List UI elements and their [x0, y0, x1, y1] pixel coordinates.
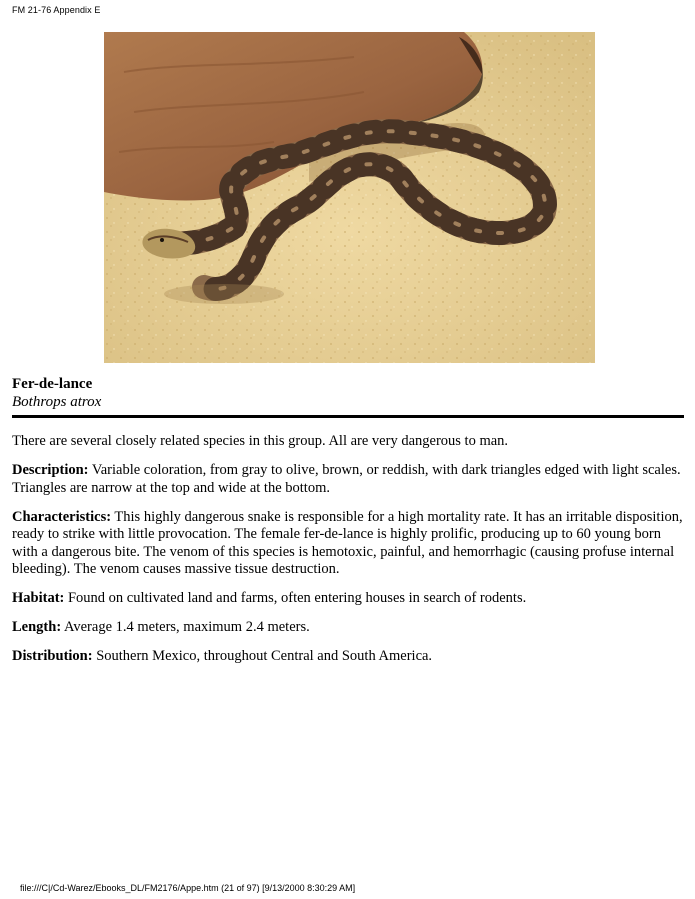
- characteristics-paragraph: [12, 509, 684, 579]
- length-text: Average 1.4 meters, maximum 2.4 meters.: [61, 619, 310, 635]
- intro-paragraph: There are several closely related species in this group. All are very dangerous to man.: [12, 433, 509, 449]
- source-footer: file:///C|/Cd-Warez/Ebooks_DL/FM2176/Appe.htm (21 of 97) [9/13/2000 8:30:29 AM]: [20, 883, 356, 893]
- scientific-name: Bothrops atrox: [12, 394, 102, 410]
- distribution-paragraph: [12, 648, 684, 666]
- length-paragraph: [12, 619, 684, 637]
- description-text: Variable coloration, from gray to olive, brown, or reddish, with dark triangles edged with light scales. Triangles are narrow at the top and wide at the bottom.: [12, 462, 681, 496]
- snake-photo: [104, 32, 595, 363]
- description-paragraph: [12, 462, 684, 497]
- length-label: Length:: [12, 619, 62, 635]
- characteristics-text: This highly dangerous snake is responsible for a high mortality rate. It has an irritable disposition, ready to strike with little provocation. The female fer-de-lance is highly prolific, producing up to 60 young born with a dangerous bite. The venom of this species is hemotoxic, painful, and hemorrhagic (causing profuse internal bleeding). The venom causes massive tissue destruction.: [12, 508, 683, 577]
- habitat-label: Habitat:: [12, 590, 65, 606]
- common-name: Fer-de-lance: [12, 376, 93, 392]
- characteristics-label: Characteristics:: [12, 508, 112, 525]
- section-divider: [12, 415, 684, 418]
- running-head: FM 21-76 Appendix E: [12, 5, 101, 15]
- habitat-paragraph: [12, 590, 684, 608]
- habitat-text: Found on cultivated land and farms, often entering houses in search of rodents.: [64, 590, 527, 606]
- distribution-label: Distribution:: [12, 648, 93, 664]
- species-description: [12, 433, 684, 677]
- description-label: Description:: [12, 462, 89, 478]
- distribution-text: Southern Mexico, throughout Central and South America.: [92, 648, 433, 664]
- species-title: [12, 375, 101, 411]
